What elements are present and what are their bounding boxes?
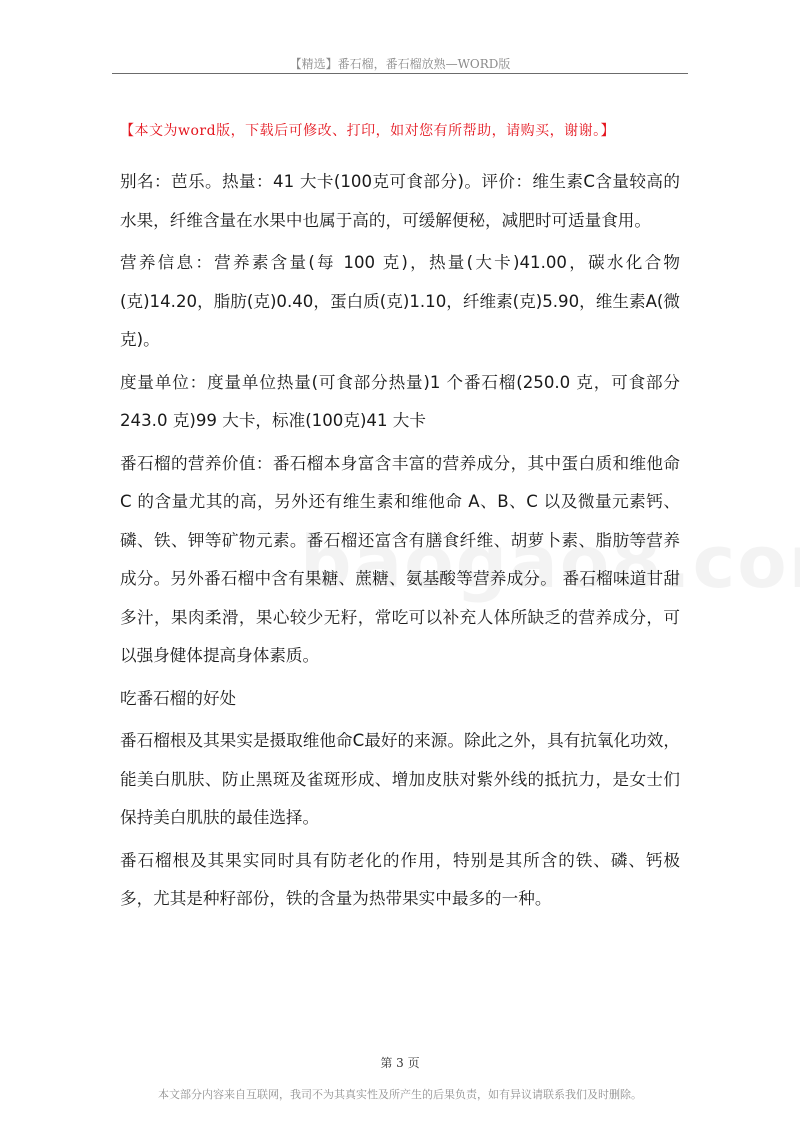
footer-disclaimer: 本文部分内容来自互联网，我司不为其真实性及所产生的后果负责，如有异议请联系我们及时删除。 — [158, 1088, 642, 1101]
word-version-notice: 【本文为word版，下载后可修改、打印，如对您有所帮助，请购买，谢谢。】 — [120, 123, 616, 139]
paragraph-measurement-units: 度量单位：度量单位热量(可食部分热量)1 个番石榴(250.0 克，可食部分 243.0 克)99 大卡，标准(100克)41 大卡 — [120, 372, 680, 430]
page-number: 第 3 页 — [380, 1056, 420, 1070]
page-header: 【精选】番石榴，番石榴放熟—WORD版 — [289, 57, 511, 71]
section-heading-benefits: 吃番石榴的好处 — [120, 688, 237, 708]
document-body — [120, 163, 680, 923]
paragraph-vitamin-c-source: 番石榴根及其果实是摄取维他命C最好的来源。除此之外，具有抗氧化功效，能美白肌肤、防止黑斑及雀斑形成、增加皮肤对紫外线的抵抗力，是女士们保持美白肌肤的最佳选择。 — [120, 731, 680, 827]
header-divider — [112, 73, 688, 74]
paragraph-anti-aging: 番石榴根及其果实同时具有防老化的作用，特别是其所含的铁、磷、钙极多，尤其是种籽部份，铁的含量为热带果实中最多的一种。 — [120, 850, 680, 908]
paragraph-nutrition-info: 营养信息：营养素含量(每 100 克)，热量(大卡)41.00，碳水化合物(克)14.20，脂肪(克)0.40，蛋白质(克)1.10，纤维素(克)5.90，维生素A(微克)。 — [120, 253, 680, 349]
paragraph-nutritional-value: 番石榴的营养价值：番石榴本身富含丰富的营养成分，其中蛋白质和维他命 C 的含量尤其的高，另外还有维生素和维他命 A、B、C 以及微量元素钙、磷、铁、钾等矿物元素。番石榴还富含有膳食纤维、胡萝卜素、脂肪等营养成分。另外番石榴中含有果糖、蔗糖、氨基酸等营养成分。 番石榴味道甘甜多汁，果肉柔滑，果心较少无籽，常吃可以补充人体所缺乏的营养成分，可以强身健体提高身体素质。 — [120, 453, 680, 665]
paragraph-alias-calories: 别名：芭乐。热量：41 大卡(100克可食部分)。评价：维生素C含量较高的水果，纤维含量在水果中也属于高的，可缓解便秘，减肥时可适量食用。 — [120, 172, 680, 230]
